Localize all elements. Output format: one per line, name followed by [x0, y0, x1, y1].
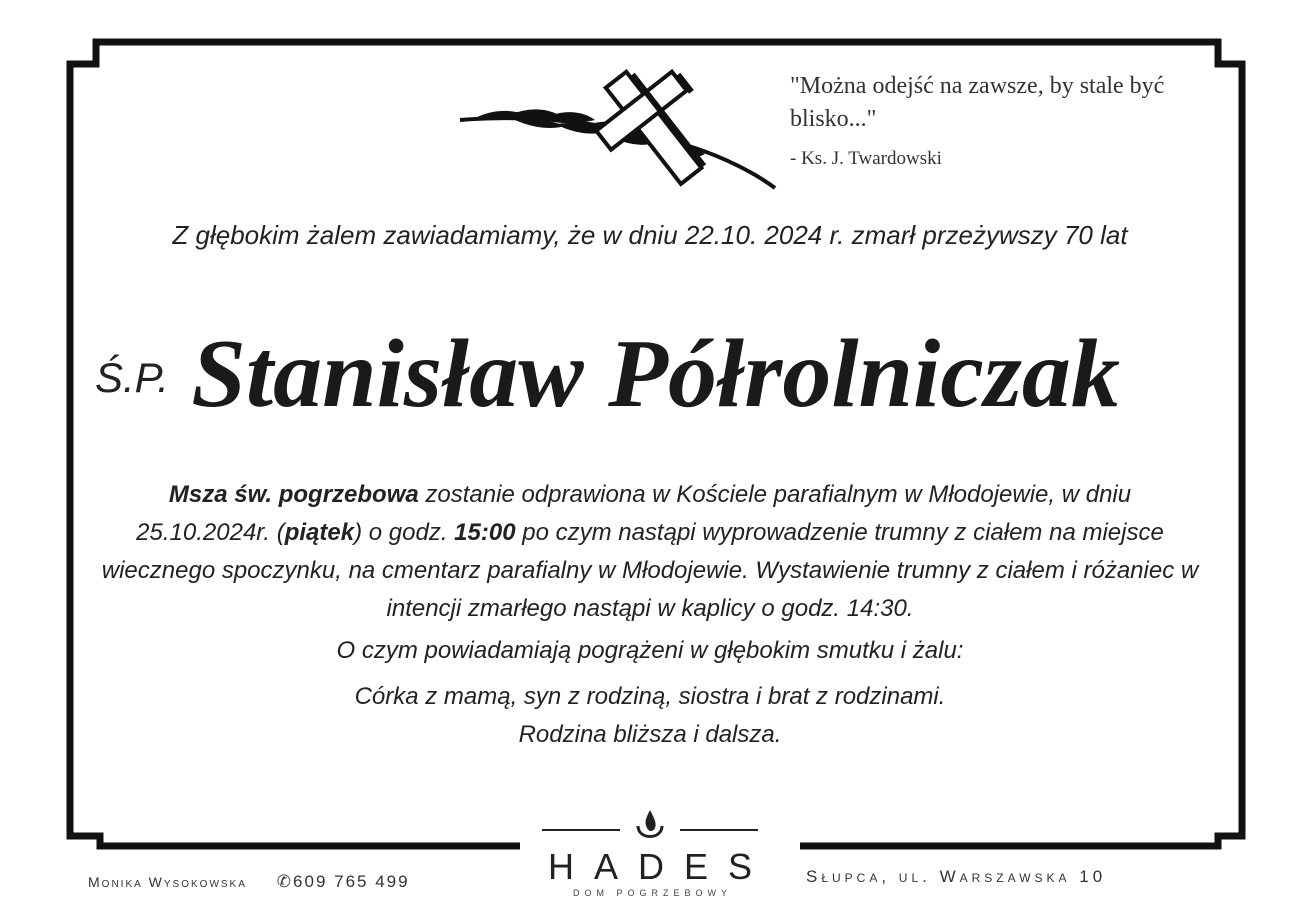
flame-icon	[520, 808, 780, 848]
contact-name: Monika Wysokowska	[88, 874, 247, 890]
mass-text-1: zostanie odprawiona w Kościele parafialnym w Młodojewie, w dniu 25.10.2024r. (	[136, 481, 1132, 546]
announcement-intro: Z głębokim żalem zawiadamiamy, że w dniu 22.10. 2024 r. zmarł przeżywszy 70 lat	[172, 220, 1128, 250]
phone-number: ✆609 765 499	[276, 872, 410, 891]
logo-name: HADES	[547, 846, 773, 887]
family: Rodzina bliższa i dalsza.	[518, 721, 782, 748]
hades-logo	[520, 808, 780, 900]
mass-lead: Msza św. pogrzebowa	[168, 481, 419, 508]
mass-day: piątek	[284, 519, 355, 546]
mourners-intro: O czym powiadamiają pogrążeni w głębokim smutku i żalu:	[336, 637, 964, 664]
footer-address: Słupca, ul. Warszawska 10	[806, 867, 1107, 886]
funeral-details	[100, 476, 1200, 754]
quote-text: "Można odejść na zawsze, by stale być blisko..."	[790, 73, 1165, 132]
mass-time: 15:00	[454, 519, 516, 546]
footer-contact	[88, 872, 410, 892]
cross-with-palm-icon	[455, 68, 780, 193]
mourners: Córka z mamą, syn z rodziną, siostra i brat z rodzinami.	[354, 683, 946, 710]
mass-text-3: po czym nastąpi wyprowadzenie trumny z ciałem na miejsce wiecznego spoczynku, na cmentarz parafialny w Młodojewie. Wystawienie trumny z ciałem i różaniec w intencji zmarłego nastąpi w kaplicy o godz. 14:30.	[101, 519, 1199, 622]
quote	[790, 70, 1210, 175]
mass-text-2: ) o godz.	[354, 519, 455, 546]
deceased-name-row	[95, 318, 1235, 430]
logo-subtitle: DOM POGRZEBOWY	[572, 888, 732, 898]
deceased-name: Stanisław Półrolniczak	[191, 320, 1120, 428]
deceased-prefix: Ś.P.	[95, 354, 169, 401]
quote-author: - Ks. J. Twardowski	[790, 148, 942, 169]
